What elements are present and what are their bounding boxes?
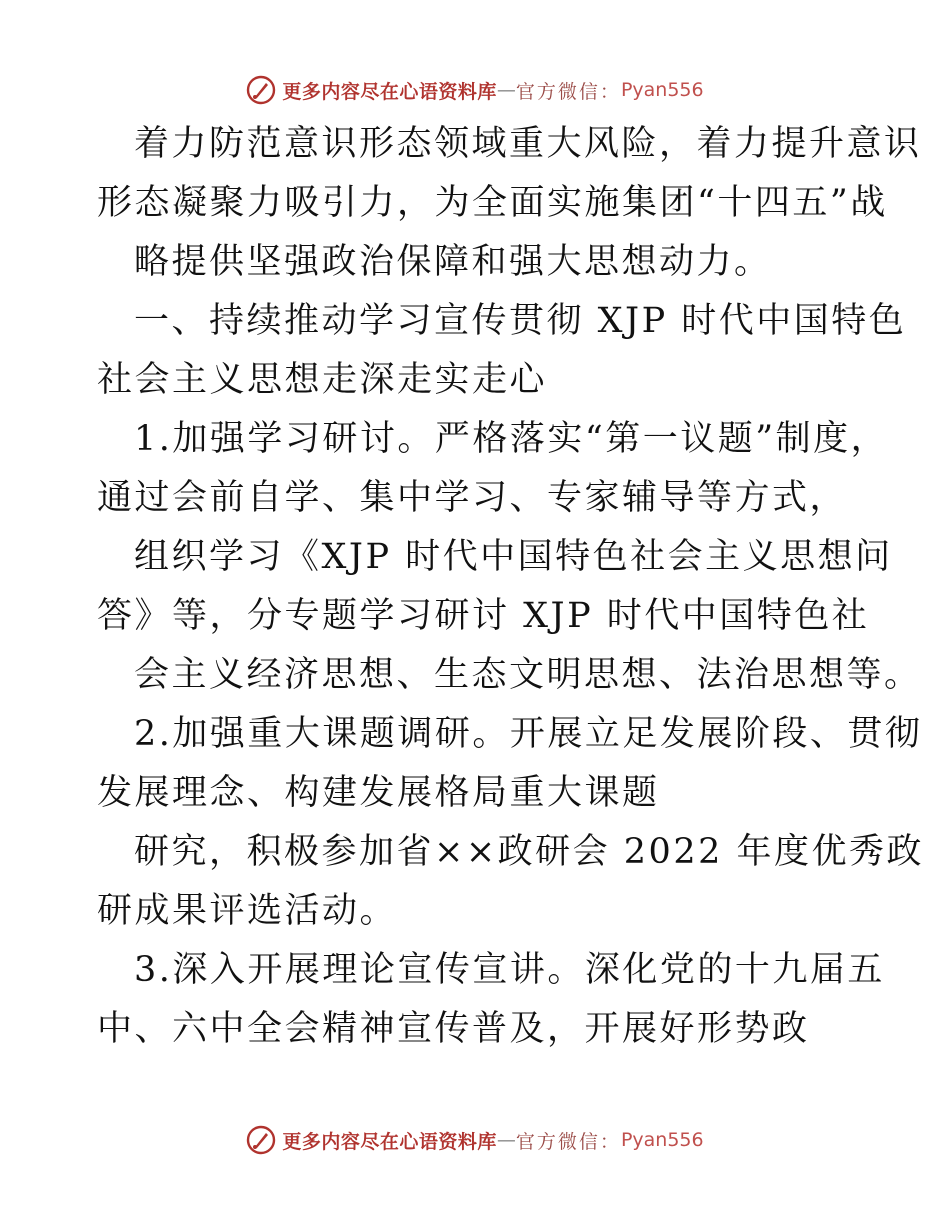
text-line: 社会主义思想走深走实走心 — [97, 360, 548, 400]
watermark-account: Pyan556 — [620, 1129, 704, 1151]
text-line: 组织学习《XJP 时代中国特色社会主义思想问 — [134, 537, 893, 577]
watermark-brand: 更多内容尽在心语资料库 — [282, 80, 497, 103]
text-line: 发展理念、构建发展格局重大课题 — [97, 773, 660, 813]
text-line: 研成果评选活动。 — [97, 891, 398, 931]
watermark-dash: — — [496, 1129, 516, 1151]
text-line: 答》等，分专题学习研讨 XJP 时代中国特色社 — [97, 596, 870, 636]
text-line: 2.加强重大课题调研。开展立足发展阶段、贯彻 — [134, 714, 923, 754]
watermark-brand: 更多内容尽在心语资料库 — [282, 1130, 497, 1153]
watermark-label: 官方微信： — [515, 80, 621, 103]
quill-pen-logo-icon — [246, 75, 276, 105]
text-line: 3.深入开展理论宣传宣讲。深化党的十九届五 — [134, 950, 885, 990]
text-line: 着力防范意识形态领域重大风险，着力提升意识 — [134, 124, 922, 164]
watermark-footer — [0, 1122, 950, 1158]
watermark-dash: — — [496, 79, 516, 101]
quill-pen-logo-icon — [246, 1125, 276, 1155]
watermark-label: 官方微信： — [515, 1130, 621, 1153]
watermark-header — [0, 72, 950, 108]
text-line: 略提供坚强政治保障和强大思想动力。 — [134, 242, 772, 282]
text-line: 研究，积极参加省××政研会 2022 年度优秀政 — [134, 832, 924, 872]
text-line: 1.加强学习研讨。严格落实“第一议题”制度， — [134, 419, 889, 459]
text-line: 一、持续推动学习宣传贯彻 XJP 时代中国特色 — [134, 301, 907, 341]
text-line: 通过会前自学、集中学习、专家辅导等方式， — [97, 478, 848, 518]
text-line: 中、六中全会精神宣传普及，开展好形势政 — [97, 1009, 810, 1049]
watermark-account: Pyan556 — [620, 79, 704, 101]
text-line: 会主义经济思想、生态文明思想、法治思想等。 — [134, 655, 922, 695]
text-line: 形态凝聚力吸引力，为全面实施集团“十四五”战 — [97, 183, 888, 223]
